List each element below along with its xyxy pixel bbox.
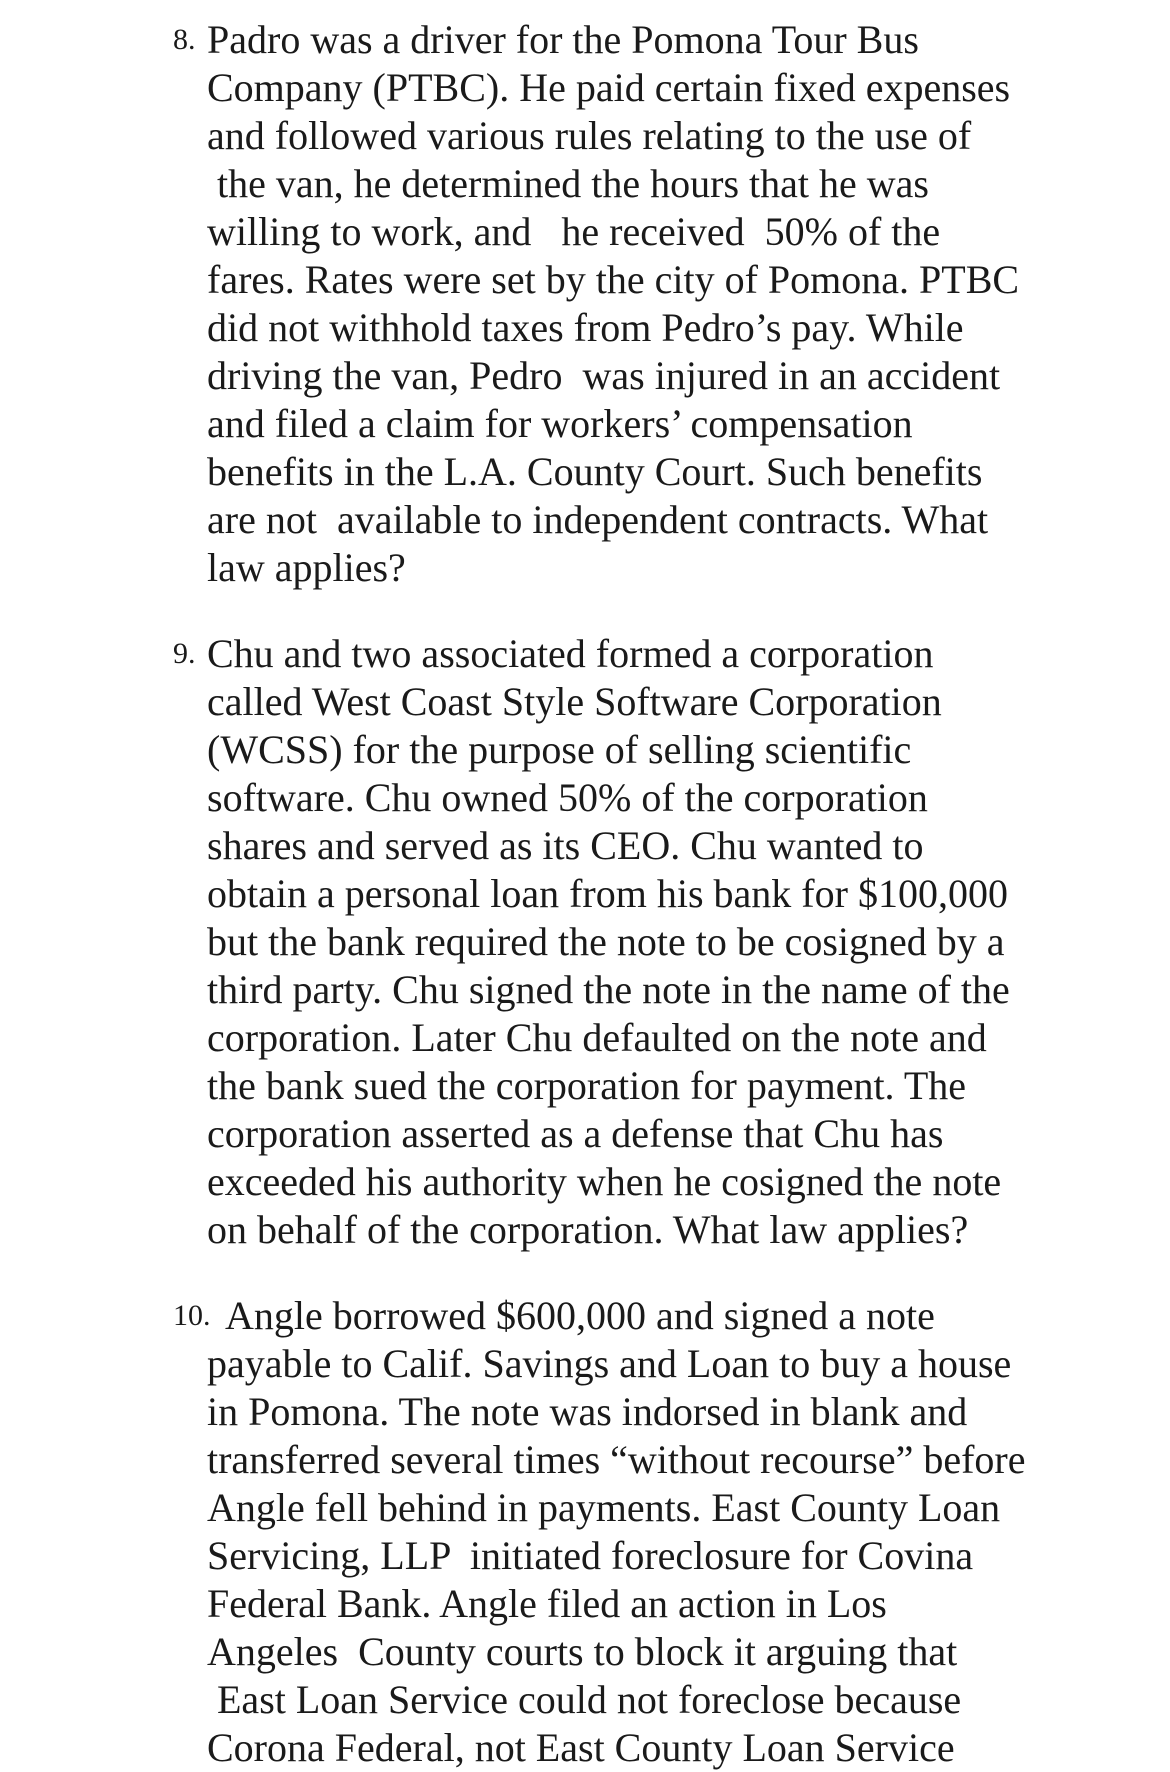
- question-text-line: Padro was a driver for the Pomona Tour Bus: [207, 17, 919, 62]
- question-number: 9.: [173, 637, 196, 670]
- question-text-line: did not withhold taxes from Pedro’s pay. While: [207, 305, 964, 350]
- question-text-line: payable to Calif. Savings and Loan to buy a house: [207, 1341, 1012, 1386]
- question-text-line: shares and served as its CEO. Chu wanted to: [207, 823, 924, 868]
- question-text-line: the bank sued the corporation for payment. The: [207, 1063, 967, 1108]
- question-text-line: are not available to independent contracts. What: [207, 497, 989, 542]
- question-text-line: obtain a personal loan from his bank for $100,000: [207, 871, 1008, 916]
- question-text-line: in Pomona. The note was indorsed in blank and: [207, 1389, 968, 1434]
- question-text-line: corporation. Later Chu defaulted on the note and: [207, 1015, 987, 1060]
- question-text-line: transferred several times “without recourse” before: [207, 1437, 1026, 1482]
- question-text-line: and filed a claim for workers’ compensation: [207, 401, 913, 446]
- question-text-line: software. Chu owned 50% of the corporation: [207, 775, 928, 820]
- question-text-line: but the bank required the note to be cosigned by a: [207, 919, 1005, 964]
- question-text-line: law applies?: [207, 545, 406, 590]
- question-text-line: Angeles County courts to block it arguing that: [207, 1629, 958, 1674]
- question-text-line: Angle fell behind in payments. East County Loan: [207, 1485, 1001, 1530]
- question-number: 8.: [173, 23, 196, 56]
- question-text-line: third party. Chu signed the note in the name of the: [207, 967, 1010, 1012]
- question-number: 10.: [173, 1299, 211, 1332]
- question-text-line: benefits in the L.A. County Court. Such benefits: [207, 449, 983, 494]
- question-text-line: Angle borrowed $600,000 and signed a note: [225, 1293, 935, 1338]
- question-text-line: Servicing, LLP initiated foreclosure for Covina: [207, 1533, 974, 1578]
- question-text-line: Federal Bank. Angle filed an action in Los: [207, 1581, 887, 1626]
- question-text-line: corporation asserted as a defense that Chu has: [207, 1111, 944, 1156]
- question-text-line: (WCSS) for the purpose of selling scientific: [207, 727, 912, 772]
- question-text-line: called West Coast Style Software Corporation: [207, 679, 942, 724]
- question-text-line: and followed various rules relating to the use of: [207, 113, 972, 158]
- question-text-line: fares. Rates were set by the city of Pomona. PTBC: [207, 257, 1020, 302]
- question-text-line: on behalf of the corporation. What law applies?: [207, 1207, 969, 1252]
- question-text-line: East Loan Service could not foreclose because: [207, 1677, 962, 1722]
- question-text-line: Company (PTBC). He paid certain fixed expenses: [207, 65, 1011, 110]
- question-text-line: Chu and two associated formed a corporation: [207, 631, 934, 676]
- question-text-line: exceeded his authority when he cosigned the note: [207, 1159, 1002, 1204]
- question-text-line: Corona Federal, not East County Loan Service: [207, 1725, 955, 1770]
- question-text-line: willing to work, and he received 50% of the: [207, 209, 941, 254]
- question-text-line: the van, he determined the hours that he was: [207, 161, 929, 206]
- question-text-line: driving the van, Pedro was injured in an accident: [207, 353, 1001, 398]
